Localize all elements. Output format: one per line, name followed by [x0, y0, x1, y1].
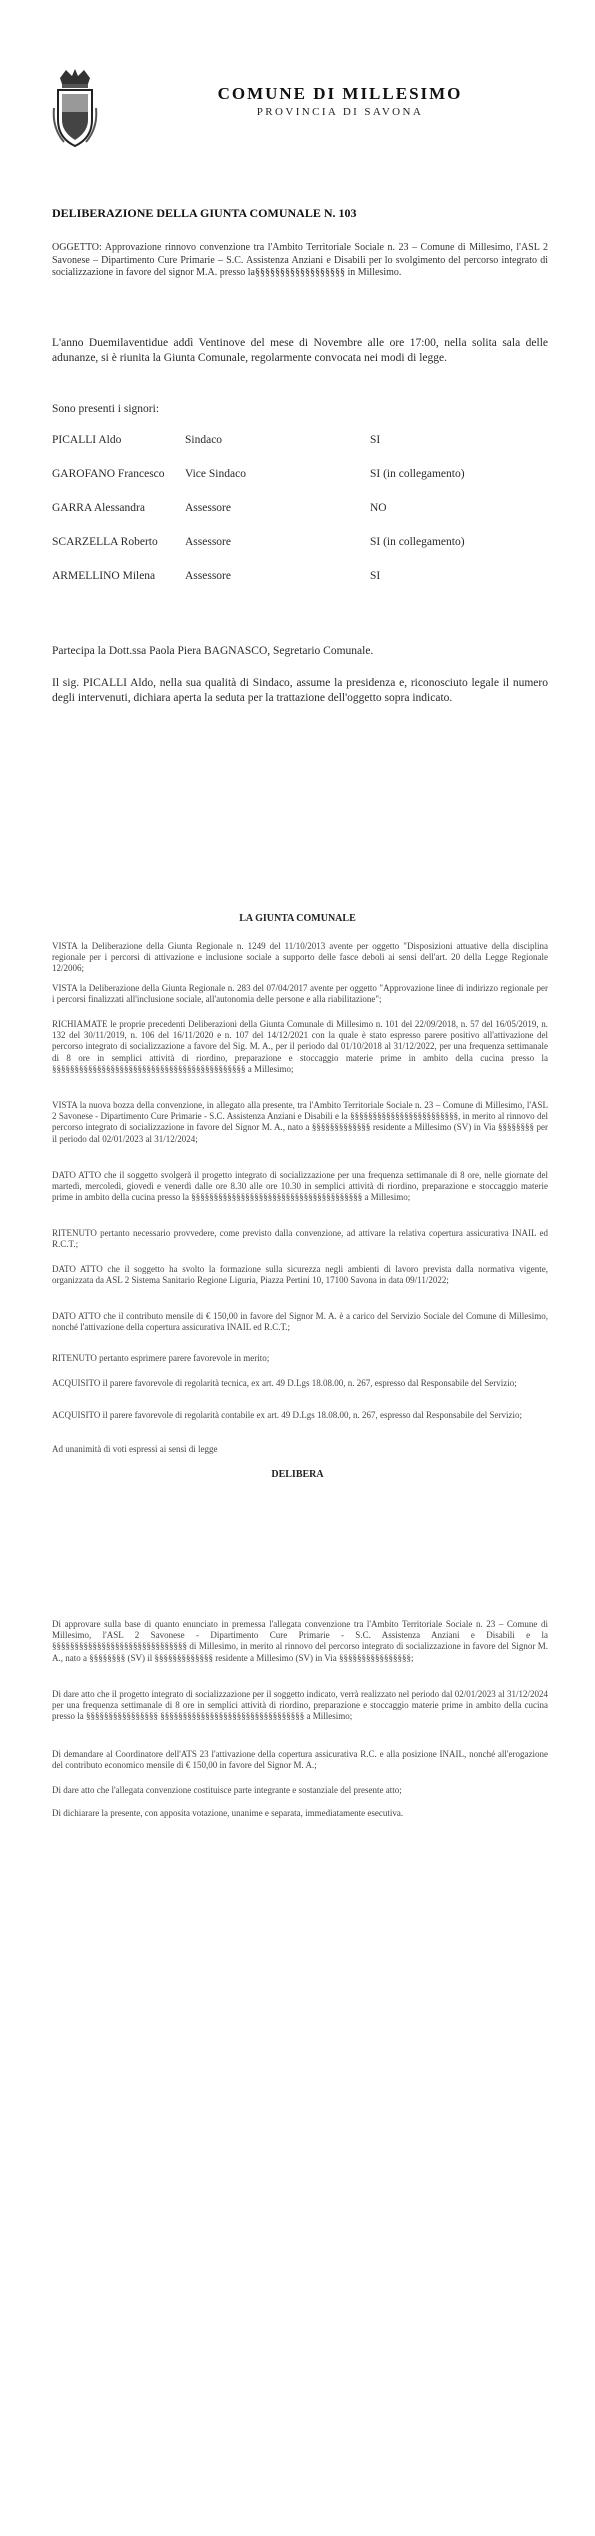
member-status: SI	[370, 434, 381, 446]
giunta-heading: LA GIUNTA COMUNALE	[239, 913, 356, 924]
province-subtitle: PROVINCIA DI SAVONA	[256, 106, 424, 118]
delibera-heading: DELIBERA	[271, 1469, 324, 1480]
intro-paragraph: L'anno Duemilaventidue addì Ventinove del mese di Novembre alle ore 17:00, nella solita sala delle adunanze, si è riunita la Giunta Comunale, regolarmente convocata nei modi di legge.	[52, 337, 548, 364]
member-role: Sindaco	[185, 434, 223, 446]
consideration-paragraph: DATO ATTO che il contributo mensile di € 150,00 in favore del Signor M. A. è a carico del Servizio Sociale del Comune di Millesimo, nonché l'attivazione della copertura assicurativa INAIL ed R.C.T.;	[52, 1311, 548, 1333]
consideration-paragraph: ACQUISITO il parere favorevole di regolarità tecnica, ex art. 49 D.Lgs 18.08.00, n. 267, espresso dal Responsabile del Servizio;	[52, 1378, 517, 1388]
member-role: Assessore	[185, 570, 231, 582]
decision-paragraph: Di dichiarare la presente, con apposita votazione, unanime e separata, immediatamente esecutiva.	[52, 1808, 404, 1818]
decision-paragraph: Di dare atto che l'allegata convenzione costituisce parte integrante e sostanziale del presente atto;	[52, 1785, 402, 1795]
member-name: GAROFANO Francesco	[52, 468, 165, 480]
member-role: Vice Sindaco	[185, 468, 246, 480]
member-status: NO	[370, 502, 387, 514]
consideration-paragraph: VISTA la Deliberazione della Giunta Regionale n. 1249 del 11/10/2013 avente per oggetto "Disposizioni attuative della disciplina regionale per i percorsi di attivazione e inclusione sociale a supporto delle fasce deboli ai sensi dell'art. 20 della Legge Regionale 12/2006;	[52, 941, 548, 974]
member-role: Assessore	[185, 536, 231, 548]
member-status: SI	[370, 570, 381, 582]
present-label: Sono presenti i signori:	[52, 403, 160, 415]
consideration-paragraph: VISTA la nuova bozza della convenzione, in allegato alla presente, tra l'Ambito Territoriale Sociale n. 23 – Comune di Millesimo, l'ASL 2 Savonese - Dipartimento Cure Primarie - S.C. Assistenza Anziani e Disabili e la §§§§§§§§§§§§§§§§§§§§§§§§, in merito al rinnovo del percorso integrato di socializzazione in favore del Signor M. A., nato a §§§§§§§§§§§§§ residente a Millesimo (SV) in Via §§§§§§§§ per il periodo dal 02/01/2023 al 31/12/2024;	[52, 1100, 548, 1144]
consideration-paragraph: DATO ATTO che il soggetto svolgerà il progetto integrato di socializzazione per una frequenza settimanale di 8 ore, nelle giornate del martedì, mercoledì, giovedì e venerdì dalle ore 8.30 alle ore 10.30 in semplici attività di riordino, preparazione e stoccaggio materie prime in ambito della cucina presso la §§§§§§§§§§§§§§§§§§§§§§§§§§§§§§§§§§§§§§ a Millesimo;	[52, 1170, 548, 1203]
consideration-paragraph: DATO ATTO che il soggetto ha svolto la formazione sulla sicurezza negli ambienti di lavoro prevista dalla normativa vigente, organizzata da ASL 2 Sistema Sanitario Regione Liguria, Piazza Pertini 10, 17100 Savona in data 09/11/2022;	[52, 1264, 548, 1286]
member-name: GARRA Alessandra	[52, 502, 145, 514]
chair-paragraph: Il sig. PICALLI Aldo, nella sua qualità di Sindaco, assume la presidenza e, riconosciuto legale il numero degli intervenuti, dichiara aperta la seduta per la trattazione dell'oggetto sopra indicato.	[52, 677, 548, 704]
member-name: SCARZELLA Roberto	[52, 536, 158, 548]
municipal-crest-icon	[52, 68, 98, 152]
members-list	[52, 434, 552, 604]
member-row	[52, 570, 552, 604]
subject-paragraph: OGGETTO: Approvazione rinnovo convenzione tra l'Ambito Territoriale Sociale n. 23 – Comune di Millesimo, l'ASL 2 Savonese – Dipartimento Cure Primarie – S.C. Assistenza Anziani e Disabili per lo svolgimento del percorso integrato di socializzazione in favore del signor M.A. presso la§§§§§§§§§§§§§§§§§§ in Millesimo.	[52, 242, 548, 278]
municipality-title: COMUNE DI MILLESIMO	[217, 84, 463, 103]
member-row	[52, 468, 552, 502]
member-status: SI (in collegamento)	[370, 468, 465, 480]
member-name: PICALLI Aldo	[52, 434, 122, 446]
member-status: SI (in collegamento)	[370, 536, 465, 548]
consideration-paragraph: RITENUTO pertanto esprimere parere favorevole in merito;	[52, 1353, 270, 1363]
consideration-paragraph: VISTA la Deliberazione della Giunta Regionale n. 283 del 07/04/2017 avente per oggetto "Approvazione linee di indirizzo regionale per i percorsi finalizzati all'inclusione sociale, all'autonomia delle persone e alla riabilitazione";	[52, 983, 548, 1005]
deliberation-title: DELIBERAZIONE DELLA GIUNTA COMUNALE N. 103	[52, 206, 357, 220]
member-role: Assessore	[185, 502, 231, 514]
consideration-paragraph: ACQUISITO il parere favorevole di regolarità contabile ex art. 49 D.Lgs 18.08.00, n. 267, espresso dal Responsabile del Servizio;	[52, 1410, 522, 1420]
consideration-paragraph: RITENUTO pertanto necessario provvedere, come previsto dalla convenzione, ad attivare la relativa copertura assicurativa INAIL ed R.C.T.;	[52, 1228, 548, 1250]
decision-paragraph: Di demandare al Coordinatore dell'ATS 23 l'attivazione della copertura assicurativa R.C. e alla posizione INAIL, nonché all'erogazione del contributo economico mensile di € 150,00 in favore del Signor M. A.;	[52, 1749, 548, 1771]
consideration-paragraph: Ad unanimità di voti espressi ai sensi di legge	[52, 1444, 218, 1454]
decision-paragraph: Di dare atto che il progetto integrato di socializzazione per il soggetto indicato, verrà realizzato nel periodo dal 02/01/2023 al 31/12/2024 per una frequenza settimanale di 8 ore in semplici attività di riordino, preparazione e stoccaggio materie prime in ambito della cucina presso la §§§§§§§§§§§§§§§§ §§§§§§§§§§§§§§§§§§§§§§§§§§§§§§§§ a Millesimo;	[52, 1689, 548, 1722]
member-row	[52, 536, 552, 570]
member-name: ARMELLINO Milena	[52, 570, 156, 582]
member-row	[52, 434, 552, 468]
secretary-paragraph: Partecipa la Dott.ssa Paola Piera BAGNASCO, Segretario Comunale.	[52, 645, 374, 657]
member-row	[52, 502, 552, 536]
decision-paragraph: Di approvare sulla base di quanto enunciato in premessa l'allegata convenzione tra l'Ambito Territoriale Sociale n. 23 – Comune di Millesimo, l'ASL 2 Savonese - Dipartimento Cure Primarie - S.C. Assistenza Anziani e Disabili e la §§§§§§§§§§§§§§§§§§§§§§§§§§§§§§ di Millesimo, in merito al rinnovo del percorso integrato di socializzazione in favore del Signor M. A., nato a §§§§§§§§ (SV) il §§§§§§§§§§§§§ residente a Millesimo (SV) in Via §§§§§§§§§§§§§§§§;	[52, 1619, 548, 1663]
consideration-paragraph: RICHIAMATE le proprie precedenti Deliberazioni della Giunta Comunale di Millesimo n. 101 del 22/09/2018, n. 57 del 16/05/2019, n. 132 del 30/11/2019, n. 106 del 16/11/2020 e n. 107 del 14/12/2021 con la quale è stato espresso parere positivo all'attivazione del percorso integrato di socializzazione a favore del Sig. M. A., per il periodo dal 01/10/2018 al 31/12/2022, per una frequenza settimanale di 8 ore in semplici attività di riordino, preparazione e stoccaggio materie prime in ambito della cucina presso la §§§§§§§§§§§§§§§§§§§§§§§§§§§§§§§§§§§§§§§§§§§ a Millesimo;	[52, 1019, 548, 1074]
